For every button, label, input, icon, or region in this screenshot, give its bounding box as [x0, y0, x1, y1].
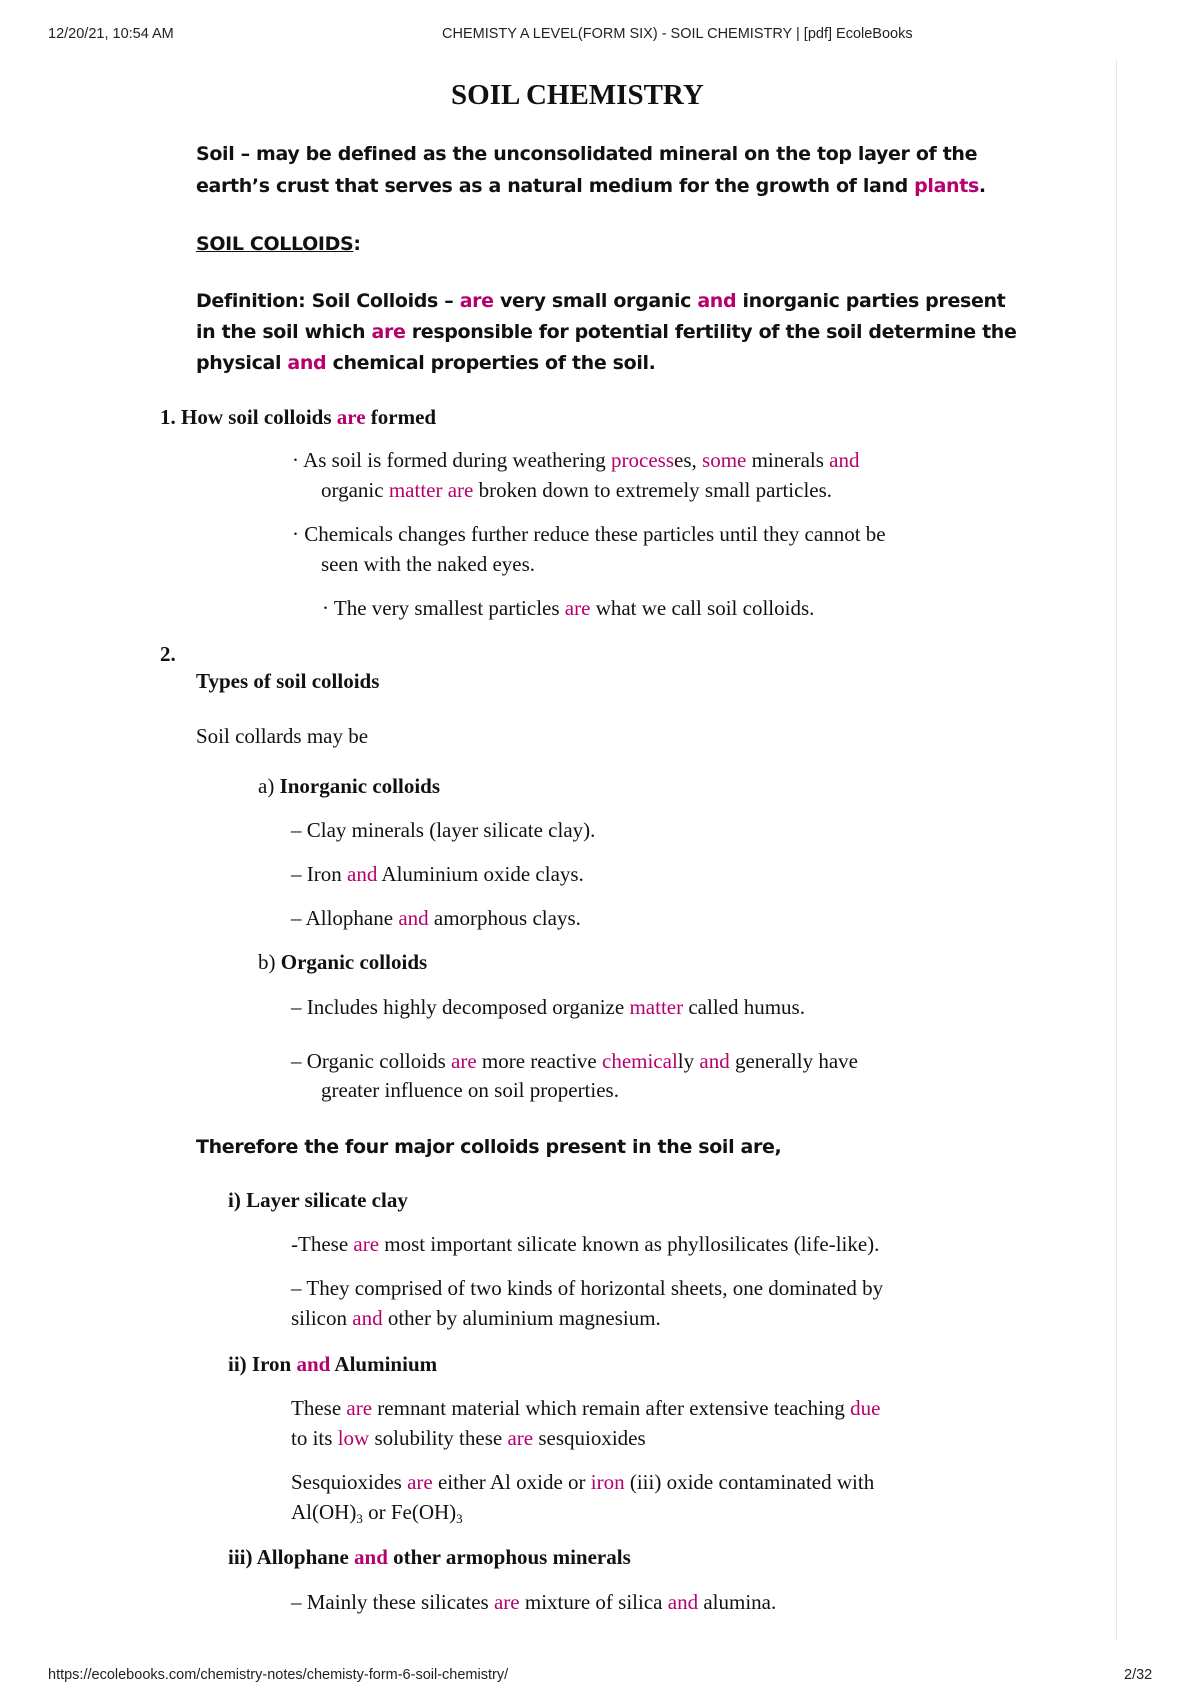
link-are[interactable]: are [336, 405, 366, 429]
print-datetime: 12/20/21, 10:54 AM [48, 26, 174, 42]
link-plants[interactable]: plants [914, 175, 979, 197]
print-page-number: 2/32 [1124, 1667, 1153, 1683]
link-matter[interactable]: matter [629, 995, 684, 1019]
iron-aluminium-para-1-line-2: to its low solubility these are sesquioxides [291, 1426, 646, 1450]
iron-aluminium-para-2-line-1: Sesquioxides are either Al oxide or iron (iii) oxide contaminated with [291, 1470, 875, 1494]
link-due[interactable]: due [850, 1396, 881, 1420]
inorganic-item-1: – Clay minerals (layer silicate clay). [291, 818, 596, 842]
section-2-heading: Types of soil colloids [196, 669, 380, 693]
link-chemical[interactable]: chemical [602, 1049, 678, 1073]
link-are[interactable]: are [459, 290, 494, 312]
link-and[interactable]: and [347, 862, 378, 886]
link-some[interactable]: some [702, 448, 747, 472]
link-are[interactable]: are [346, 1396, 373, 1420]
definition-line-1: Definition: Soil Colloids – are very small organic and inorganic parties present [196, 290, 1006, 312]
link-and[interactable]: and [697, 290, 737, 312]
definition-line-2: in the soil which are responsible for potential fertility of the soil determine the [196, 321, 1017, 343]
bullet-2-line-2: seen with the naked eyes. [321, 552, 536, 576]
link-low[interactable]: low [337, 1426, 370, 1450]
link-are[interactable]: are [407, 1470, 433, 1494]
iron-aluminium-para-1-line-1: These are remnant material which remain after extensive teaching due [291, 1396, 881, 1420]
bullet-1-line-2: organic matter are broken down to extremely small particles. [321, 478, 833, 502]
section-2-intro: Soil collards may be [196, 724, 369, 748]
link-and[interactable]: and [398, 906, 429, 930]
soil-definition-line-2: earth’s crust that serves as a natural medium for the growth of land plants. [196, 175, 986, 197]
allophane-heading: iii) Allophane and other armophous minerals [228, 1545, 631, 1569]
link-are[interactable]: are [371, 321, 406, 343]
iron-aluminium-heading: ii) Iron and Aluminium [228, 1352, 438, 1376]
inorganic-item-2: – Iron and Aluminium oxide clays. [291, 862, 584, 886]
organic-item-1: – Includes highly decomposed organize matter called humus. [291, 995, 805, 1019]
allophane-para-1: – Mainly these silicates are mixture of silica and alumina. [291, 1590, 777, 1614]
inorganic-colloids-label: a) Inorganic colloids [258, 774, 441, 798]
layer-silicate-para-2-line-1: – They comprised of two kinds of horizontal sheets, one dominated by [291, 1276, 884, 1300]
iron-aluminium-formulas: $Al(OH)_3$ or $Fe(OH)_3$ [291, 1500, 463, 1526]
bullet-2-line-1: · Chemicals changes further reduce these particles until they cannot be [292, 522, 886, 546]
section-1-heading: 1. How soil colloids are formed [160, 405, 437, 429]
definition-line-3: physical and chemical properties of the soil. [196, 352, 656, 374]
link-are[interactable]: are [353, 1232, 380, 1256]
print-page-title: CHEMISTY A LEVEL(FORM SIX) - SOIL CHEMISTRY | [pdf] EcoleBooks [442, 26, 913, 42]
link-and[interactable]: and [699, 1049, 730, 1073]
layer-silicate-para-2-line-2: silicon and other by aluminium magnesium. [291, 1306, 661, 1330]
link-are[interactable]: are [493, 1590, 520, 1614]
layer-silicate-heading: i) Layer silicate clay [228, 1188, 408, 1212]
link-and[interactable]: and [667, 1590, 699, 1614]
page-title: SOIL CHEMISTRY [451, 79, 704, 111]
organic-item-2-line-2: greater influence on soil properties. [321, 1078, 619, 1102]
layer-silicate-para-1: -These are most important silicate known as phyllosilicates (life-like). [291, 1232, 880, 1256]
link-and[interactable]: and [352, 1306, 383, 1330]
soil-colloids-heading: SOIL COLLOIDS: [196, 233, 361, 255]
section-2-number: 2. [160, 642, 176, 666]
four-major-colloids-intro: Therefore the four major colloids present in the soil are, [196, 1136, 782, 1158]
organic-item-2-line-1: – Organic colloids are more reactive chemically and generally have [291, 1049, 858, 1073]
link-are[interactable]: are [507, 1426, 534, 1450]
bullet-3: · The very smallest particles are what we call soil colloids. [322, 596, 815, 620]
link-iron[interactable]: iron [590, 1470, 625, 1494]
page-divider [1116, 60, 1117, 1640]
bullet-1-line-1: · As soil is formed during weathering processes, some minerals and [292, 448, 860, 472]
link-process[interactable]: process [611, 448, 675, 472]
organic-colloids-label: b) Organic colloids [258, 950, 428, 974]
link-are[interactable]: are [451, 1049, 477, 1073]
print-url: https://ecolebooks.com/chemistry-notes/chemisty-form-6-soil-chemistry/ [48, 1667, 509, 1683]
link-and[interactable]: and [354, 1545, 388, 1569]
link-and[interactable]: and [829, 448, 860, 472]
soil-definition-line-1: Soil – may be defined as the unconsolidated mineral on the top layer of the [196, 143, 978, 165]
link-matter-are[interactable]: matter are [388, 478, 474, 502]
link-are[interactable]: are [564, 596, 591, 620]
link-and[interactable]: and [296, 1352, 331, 1376]
inorganic-item-3: – Allophane and amorphous clays. [291, 906, 581, 930]
link-and[interactable]: and [287, 352, 327, 374]
